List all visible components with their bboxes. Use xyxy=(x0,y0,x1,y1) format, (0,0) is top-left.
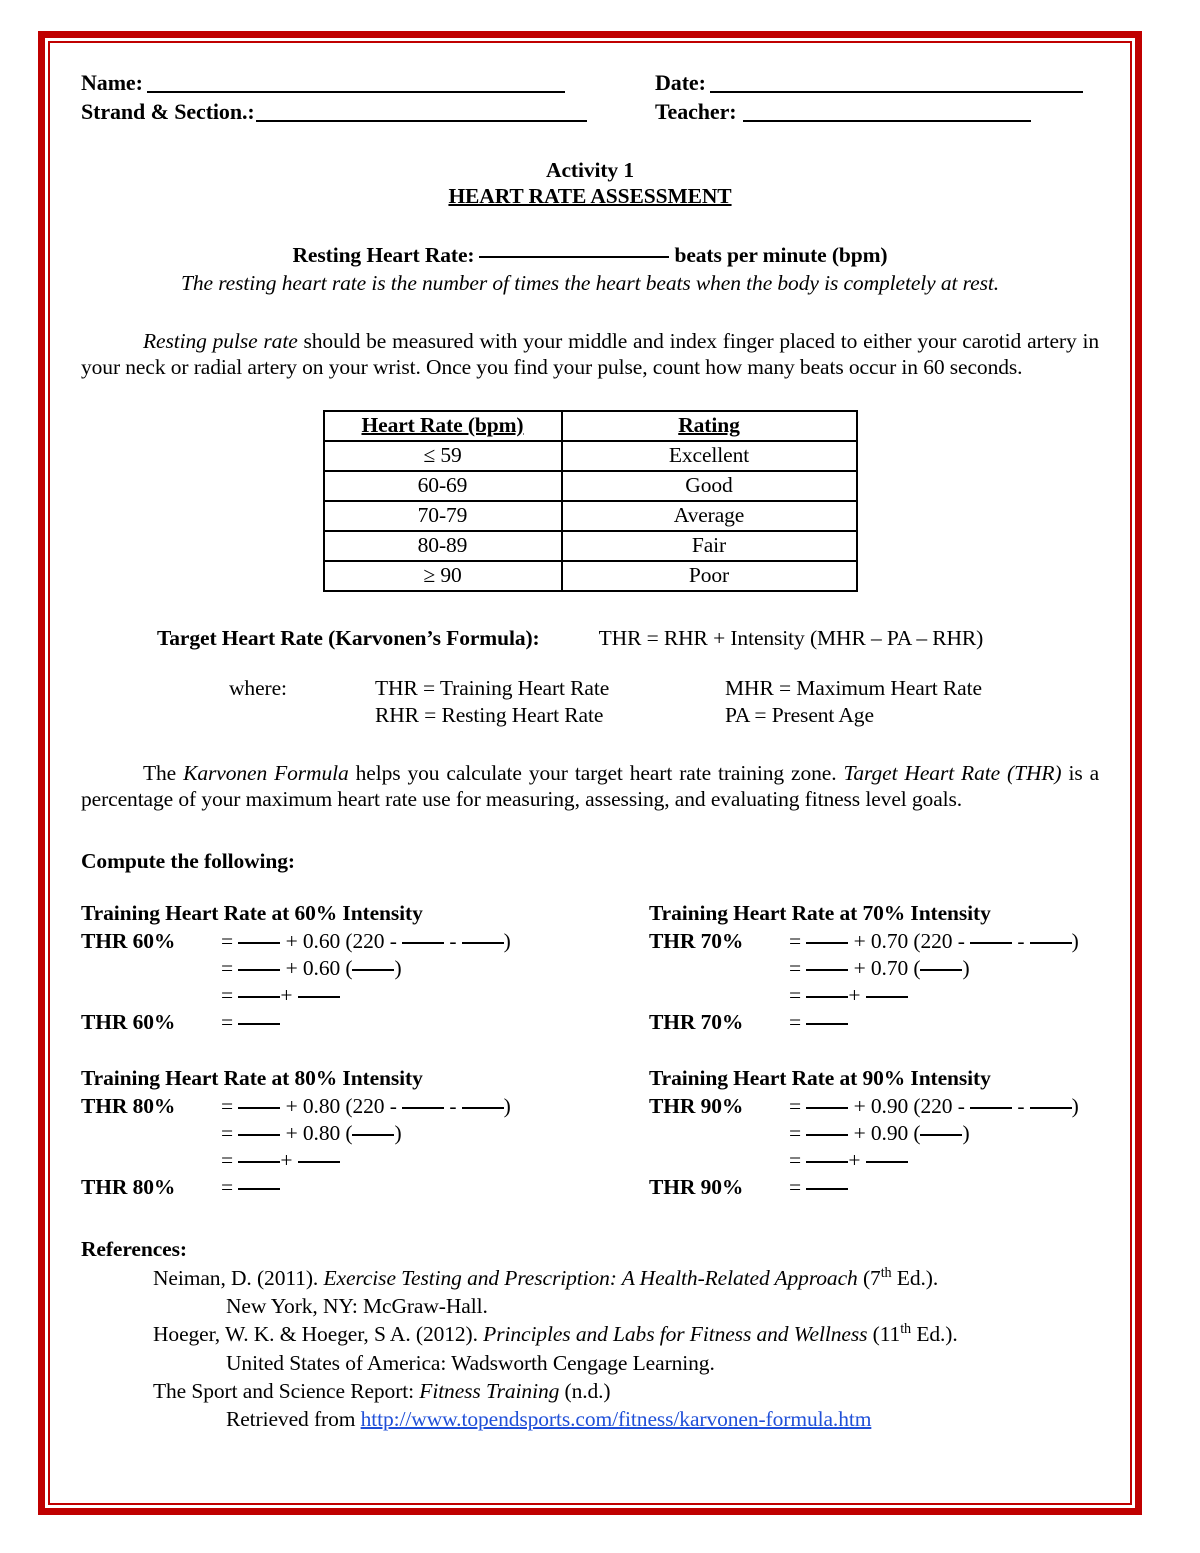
compute-block-90 xyxy=(649,1065,1099,1200)
reference-item-1-line-1 xyxy=(153,1265,1099,1291)
coefficient: 0.80 xyxy=(302,1120,341,1145)
ref-author: The Sport and Science Report: xyxy=(153,1378,420,1403)
blank-diff[interactable] xyxy=(352,969,394,971)
table-row xyxy=(324,531,857,561)
compute-line-final xyxy=(81,1009,649,1035)
resting-pulse-emphasis: Resting pulse rate xyxy=(143,328,298,353)
resting-heart-rate-input-line[interactable] xyxy=(479,256,669,258)
blank-diff[interactable] xyxy=(920,1134,962,1136)
where-spacer xyxy=(229,702,375,728)
explain-emphasis-thr: Target Heart Rate (THR) xyxy=(843,760,1062,785)
compute-expression: = + xyxy=(789,1147,908,1173)
column-header-rating: Rating xyxy=(562,411,857,441)
coefficient: 0.90 xyxy=(870,1120,909,1145)
blank-result[interactable] xyxy=(806,1188,848,1190)
coefficient: 0.70 xyxy=(870,955,909,980)
compute-label-empty xyxy=(649,955,789,981)
explain-emphasis-formula: Karvonen Formula xyxy=(183,760,349,785)
blank-rhr2[interactable] xyxy=(1030,1107,1072,1109)
compute-label-empty xyxy=(649,1120,789,1146)
compute-label-empty xyxy=(649,1147,789,1173)
compute-expression: = xyxy=(789,1174,848,1200)
ref-title: Principles and Labs for Fitness and Wellness xyxy=(483,1322,868,1347)
blank-result[interactable] xyxy=(806,1023,848,1025)
blank-pa[interactable] xyxy=(402,942,444,944)
compute-label: THR 60% xyxy=(81,928,176,953)
resting-heart-rate-unit: beats per minute (bpm) xyxy=(674,243,888,268)
ref-edition-post: Ed.). xyxy=(891,1265,939,1290)
coefficient: 0.60 xyxy=(302,928,341,953)
compute-line-2 xyxy=(81,955,649,981)
compute-block-title: Training Heart Rate at 70% Intensity xyxy=(649,901,991,926)
blank-pa[interactable] xyxy=(970,1107,1012,1109)
blank-rhr[interactable] xyxy=(806,1134,848,1136)
table-row xyxy=(324,561,857,591)
blank-rhr[interactable] xyxy=(238,1161,280,1163)
blank-result[interactable] xyxy=(238,1023,280,1025)
worksheet-page-border xyxy=(38,31,1142,1515)
compute-line-final xyxy=(649,1174,1099,1200)
blank-rhr[interactable] xyxy=(806,942,848,944)
compute-final-label: THR 70% xyxy=(649,1010,744,1035)
date-field-row xyxy=(655,70,1099,97)
rating-table-wrapper xyxy=(81,410,1099,592)
page-title xyxy=(81,157,1099,209)
compute-expression: = xyxy=(221,1174,280,1200)
compute-final-label: THR 80% xyxy=(81,1175,176,1200)
cell-rating: Fair xyxy=(562,531,857,561)
compute-block-title: Training Heart Rate at 90% Intensity xyxy=(649,1066,991,1091)
resting-heart-rate-note: The resting heart rate is the number of times the heart beats when the body is completely at rest. xyxy=(180,271,1000,296)
compute-line-final xyxy=(81,1174,649,1200)
karvonen-explanation xyxy=(81,760,1099,812)
blank-rhr[interactable] xyxy=(238,942,280,944)
student-info-header xyxy=(81,70,1099,126)
resting-heart-rate-label: Resting Heart Rate: xyxy=(292,243,475,268)
compute-label: THR 80% xyxy=(81,1093,176,1118)
base-value: 220 xyxy=(352,1093,385,1118)
compute-label-empty xyxy=(81,1147,221,1173)
compute-line-2 xyxy=(649,955,1099,981)
compute-expression: = + 0.80 ( ) xyxy=(221,1120,402,1145)
cell-rating: Average xyxy=(562,501,857,531)
base-value: 220 xyxy=(920,928,953,953)
definition-mhr: MHR = Maximum Heart Rate xyxy=(725,676,982,701)
name-input-line[interactable] xyxy=(147,91,565,93)
compute-expression: = + 0.80 (220 - - ) xyxy=(221,1093,511,1118)
blank-rhr2[interactable] xyxy=(1030,942,1072,944)
reference-item-2-line-1 xyxy=(153,1321,1099,1347)
ref-edition-pre: (n.d.) xyxy=(559,1378,611,1403)
ref-title: Exercise Testing and Prescription: A Health-Related Approach xyxy=(323,1265,858,1290)
ref-author: Hoeger, W. K. & Hoeger, S A. (2012). xyxy=(153,1322,484,1347)
blank-diff[interactable] xyxy=(920,969,962,971)
compute-row-second xyxy=(81,1065,1099,1200)
compute-line-1 xyxy=(81,1093,649,1119)
reference-item-1-line-2: New York, NY: McGraw-Hall. xyxy=(226,1294,488,1319)
reference-item-2-line-2: United States of America: Wadsworth Cengage Learning. xyxy=(226,1350,715,1375)
compute-expression: = + 0.90 (220 - - ) xyxy=(789,1093,1079,1118)
blank-rhr[interactable] xyxy=(806,996,848,998)
compute-row-first xyxy=(81,900,1099,1035)
karvonen-definitions xyxy=(229,675,1099,728)
blank-rhr2[interactable] xyxy=(462,942,504,944)
compute-line-3 xyxy=(81,1147,649,1173)
coefficient: 0.70 xyxy=(870,928,909,953)
compute-label: THR 70% xyxy=(649,928,744,953)
compute-line-1 xyxy=(649,1093,1099,1119)
date-label: Date: xyxy=(655,70,706,95)
compute-expression: = xyxy=(221,1009,280,1035)
blank-rhr[interactable] xyxy=(806,1161,848,1163)
teacher-field-row xyxy=(655,99,1099,126)
compute-label-empty xyxy=(81,1120,221,1146)
strand-field-row xyxy=(81,99,655,126)
blank-diff[interactable] xyxy=(352,1134,394,1136)
table-row xyxy=(324,501,857,531)
blank-pa[interactable] xyxy=(970,942,1012,944)
compute-line-2 xyxy=(649,1120,1099,1146)
definition-thr: THR = Training Heart Rate xyxy=(375,676,610,701)
name-field-row xyxy=(81,70,655,97)
blank-pa[interactable] xyxy=(402,1107,444,1109)
compute-block-title: Training Heart Rate at 80% Intensity xyxy=(81,1066,423,1091)
table-row xyxy=(324,471,857,501)
explain-post: is a percentage of your maximum heart rate use for measuring, assessing, and evaluating fitness level goals. xyxy=(81,760,1100,811)
activity-title: Activity 1 xyxy=(546,157,634,182)
teacher-input-line[interactable] xyxy=(743,120,1031,122)
table-row xyxy=(324,441,857,471)
compute-line-final xyxy=(649,1009,1099,1035)
assessment-title: HEART RATE ASSESSMENT xyxy=(448,183,732,208)
blank-rhr[interactable] xyxy=(806,969,848,971)
blank-product[interactable] xyxy=(866,1161,908,1163)
compute-line-1 xyxy=(649,928,1099,954)
heart-rate-rating-table xyxy=(323,410,858,592)
compute-line-3 xyxy=(649,1147,1099,1173)
reference-item-3-line-2 xyxy=(226,1406,1099,1432)
blank-rhr[interactable] xyxy=(238,1134,280,1136)
compute-line-1 xyxy=(81,928,649,954)
definition-rhr: RHR = Resting Heart Rate xyxy=(375,703,604,728)
compute-block-80 xyxy=(81,1065,649,1200)
compute-expression: = + xyxy=(789,982,908,1008)
blank-product[interactable] xyxy=(866,996,908,998)
base-value: 220 xyxy=(920,1093,953,1118)
resting-heart-rate-row xyxy=(81,242,1099,268)
compute-block-title: Training Heart Rate at 60% Intensity xyxy=(81,901,423,926)
blank-product[interactable] xyxy=(298,1161,340,1163)
cell-heart-rate: 80-89 xyxy=(324,531,562,561)
explain-pre: The xyxy=(143,760,184,785)
blank-rhr[interactable] xyxy=(238,969,280,971)
compute-line-3 xyxy=(649,982,1099,1008)
compute-line-2 xyxy=(81,1120,649,1146)
compute-expression: = + 0.90 ( ) xyxy=(789,1120,970,1145)
compute-label-empty xyxy=(649,982,789,1008)
karvonen-equation: THR = RHR + Intensity (MHR – PA – RHR) xyxy=(598,625,984,650)
compute-expression: = + 0.70 (220 - - ) xyxy=(789,928,1079,953)
ref-edition-sup: th xyxy=(880,1264,892,1281)
coefficient: 0.60 xyxy=(302,955,341,980)
resting-pulse-text: should be measured with your middle and index finger placed to either your carotid artery in your neck or radial artery on your wrist. Once you find your pulse, count how many beats occur in 60 seconds. xyxy=(81,328,1099,379)
compute-expression: = + 0.70 ( ) xyxy=(789,955,970,980)
coefficient: 0.80 xyxy=(302,1093,341,1118)
table-header-row xyxy=(324,411,857,441)
compute-expression: = + 0.60 ( ) xyxy=(221,955,402,980)
cell-rating: Good xyxy=(562,471,857,501)
compute-label-empty xyxy=(81,955,221,981)
compute-heading: Compute the following: xyxy=(81,849,295,874)
date-input-line[interactable] xyxy=(710,91,1083,93)
ref-edition-pre: (11 xyxy=(867,1322,901,1347)
ref-edition-sup: th xyxy=(900,1321,912,1338)
retrieved-from-label: Retrieved from xyxy=(226,1407,361,1432)
definition-pa: PA = Present Age xyxy=(725,703,874,728)
strand-input-line[interactable] xyxy=(256,120,587,122)
compute-expression: = + xyxy=(221,982,340,1008)
compute-block-60 xyxy=(81,900,649,1035)
compute-final-label: THR 90% xyxy=(649,1175,744,1200)
compute-label: THR 90% xyxy=(649,1093,744,1118)
cell-rating: Excellent xyxy=(562,441,857,471)
compute-label-empty xyxy=(81,982,221,1008)
blank-rhr[interactable] xyxy=(238,996,280,998)
ref-title: Fitness Training xyxy=(419,1378,560,1403)
cell-heart-rate: 60-69 xyxy=(324,471,562,501)
name-label: Name: xyxy=(81,70,143,95)
coefficient: 0.90 xyxy=(870,1093,909,1118)
cell-rating: Poor xyxy=(562,561,857,591)
ref-author: Neiman, D. (2011). xyxy=(153,1265,324,1290)
cell-heart-rate: 70-79 xyxy=(324,501,562,531)
strand-label: Strand & Section.: xyxy=(81,98,255,124)
references-heading: References: xyxy=(81,1237,187,1262)
reference-item-3-line-1 xyxy=(153,1378,1099,1404)
column-header-heart-rate: Heart Rate (bpm) xyxy=(324,411,562,441)
blank-result[interactable] xyxy=(238,1188,280,1190)
blank-product[interactable] xyxy=(298,996,340,998)
cell-heart-rate: ≤ 59 xyxy=(324,441,562,471)
teacher-label: Teacher: xyxy=(655,98,737,124)
worksheet-inner-border xyxy=(48,41,1132,1505)
compute-line-3 xyxy=(81,982,649,1008)
compute-final-label: THR 60% xyxy=(81,1010,176,1035)
compute-block-70 xyxy=(649,900,1099,1035)
blank-rhr[interactable] xyxy=(238,1107,280,1109)
blank-rhr[interactable] xyxy=(806,1107,848,1109)
karvonen-formula-link[interactable]: http://www.topendsports.com/fitness/karvonen-formula.htm xyxy=(360,1407,872,1432)
compute-expression: = + xyxy=(221,1147,340,1173)
resting-pulse-paragraph xyxy=(81,328,1099,380)
karvonen-label: Target Heart Rate (Karvonen’s Formula): xyxy=(157,625,540,650)
ref-edition-pre: (7 xyxy=(857,1265,881,1290)
where-label: where: xyxy=(229,676,287,701)
cell-heart-rate: ≥ 90 xyxy=(324,561,562,591)
blank-rhr2[interactable] xyxy=(462,1107,504,1109)
base-value: 220 xyxy=(352,928,385,953)
compute-expression: = + 0.60 (220 - - ) xyxy=(221,928,511,953)
explain-mid: helps you calculate your target heart rate training zone. xyxy=(348,760,844,785)
karvonen-formula-row xyxy=(81,625,1099,651)
compute-expression: = xyxy=(789,1009,848,1035)
ref-edition-post: Ed.). xyxy=(911,1322,958,1347)
worksheet-content xyxy=(81,70,1099,1493)
